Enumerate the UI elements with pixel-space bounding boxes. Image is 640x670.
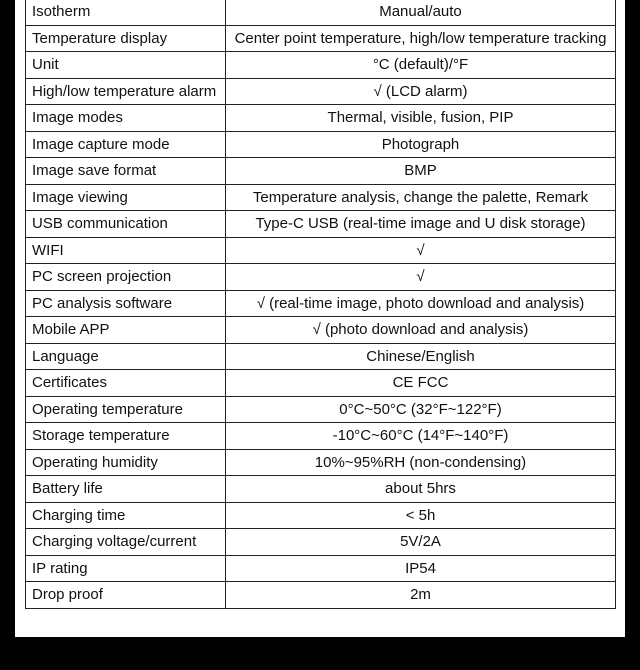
parameter-cell: Battery life (26, 476, 226, 503)
table-row (26, 158, 616, 185)
table-row (26, 0, 616, 25)
table-row (26, 105, 616, 132)
parameter-cell: Operating temperature (26, 396, 226, 423)
parameter-cell: Storage temperature (26, 423, 226, 450)
table-row (26, 423, 616, 450)
table-row (26, 396, 616, 423)
parameter-cell: Drop proof (26, 582, 226, 609)
parameter-cell: Isotherm (26, 0, 226, 25)
parameter-cell: High/low temperature alarm (26, 78, 226, 105)
parameter-cell: IP rating (26, 555, 226, 582)
value-cell: °C (default)/°F (226, 52, 616, 79)
value-cell: Manual/auto (226, 0, 616, 25)
table-row (26, 237, 616, 264)
value-cell: √ (real-time image, photo download and analysis) (226, 290, 616, 317)
value-cell: Thermal, visible, fusion, PIP (226, 105, 616, 132)
value-cell: Center point temperature, high/low temperature tracking (226, 25, 616, 52)
table-row (26, 290, 616, 317)
value-cell: 5V/2A (226, 529, 616, 556)
value-cell: √ (photo download and analysis) (226, 317, 616, 344)
value-cell: IP54 (226, 555, 616, 582)
value-cell: √ (226, 264, 616, 291)
table-row (26, 52, 616, 79)
table-row (26, 264, 616, 291)
parameter-cell: Image save format (26, 158, 226, 185)
value-cell: Photograph (226, 131, 616, 158)
table-row (26, 78, 616, 105)
table-row (26, 529, 616, 556)
table-row (26, 502, 616, 529)
value-cell: -10°C~60°C (14°F~140°F) (226, 423, 616, 450)
value-cell: √ (LCD alarm) (226, 78, 616, 105)
table-row (26, 343, 616, 370)
table-row (26, 184, 616, 211)
parameter-cell: Language (26, 343, 226, 370)
table-row (26, 131, 616, 158)
parameter-cell: PC analysis software (26, 290, 226, 317)
value-cell: BMP (226, 158, 616, 185)
value-cell: 10%~95%RH (non-condensing) (226, 449, 616, 476)
parameter-cell: Operating humidity (26, 449, 226, 476)
table-row (26, 449, 616, 476)
table-row (26, 370, 616, 397)
table-row (26, 211, 616, 238)
value-cell: 2m (226, 582, 616, 609)
spec-sheet (15, 0, 625, 637)
value-cell: CE FCC (226, 370, 616, 397)
table-row (26, 25, 616, 52)
value-cell: Type-C USB (real-time image and U disk storage) (226, 211, 616, 238)
value-cell: about 5hrs (226, 476, 616, 503)
parameter-cell: Charging time (26, 502, 226, 529)
parameter-cell: USB communication (26, 211, 226, 238)
parameter-cell: Image viewing (26, 184, 226, 211)
value-cell: < 5h (226, 502, 616, 529)
parameter-cell: WIFI (26, 237, 226, 264)
parameter-cell: Image modes (26, 105, 226, 132)
value-cell: Temperature analysis, change the palette, Remark (226, 184, 616, 211)
parameter-cell: Mobile APP (26, 317, 226, 344)
table-row (26, 582, 616, 609)
specifications-table-body (26, 0, 616, 608)
specifications-table (25, 0, 616, 609)
parameter-cell: PC screen projection (26, 264, 226, 291)
value-cell: 0°C~50°C (32°F~122°F) (226, 396, 616, 423)
table-row (26, 317, 616, 344)
value-cell: √ (226, 237, 616, 264)
value-cell: Chinese/English (226, 343, 616, 370)
parameter-cell: Certificates (26, 370, 226, 397)
table-row (26, 555, 616, 582)
parameter-cell: Unit (26, 52, 226, 79)
parameter-cell: Charging voltage/current (26, 529, 226, 556)
parameter-cell: Temperature display (26, 25, 226, 52)
table-row (26, 476, 616, 503)
parameter-cell: Image capture mode (26, 131, 226, 158)
